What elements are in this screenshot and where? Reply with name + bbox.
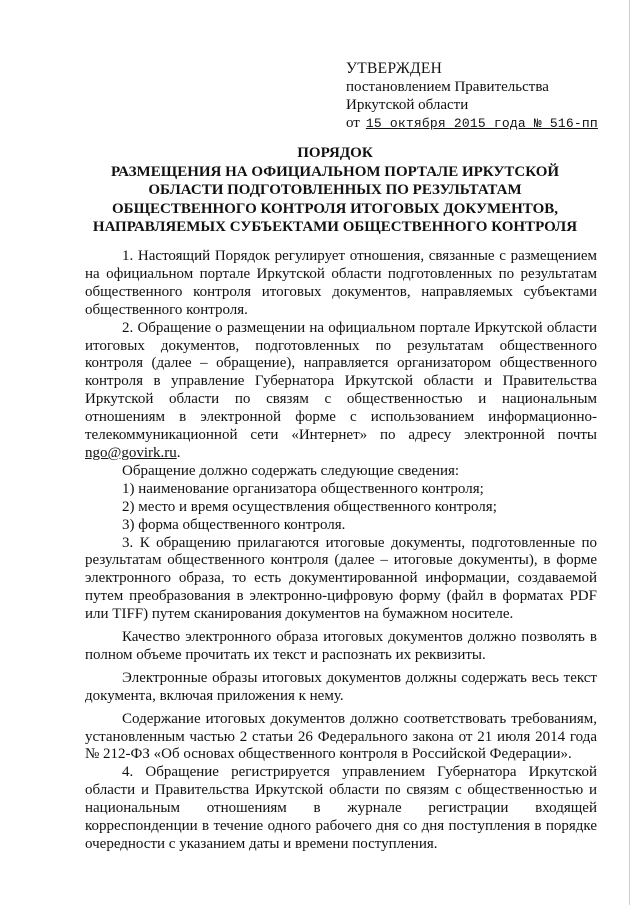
approval-date-value: 15 октября 2015 года № 516-пп	[365, 116, 598, 131]
title-line-5: НАПРАВЛЯЕМЫХ СУБЪЕКТАМИ ОБЩЕСТВЕННОГО КОНТРОЛЯ	[92, 219, 578, 235]
list-item-3: 3) форма общественного контроля.	[122, 516, 346, 533]
approval-heading: УТВЕРЖДЕН	[346, 60, 443, 77]
paragraph-4: 3. К обращению прилагаются итоговые документы, подготовленные по результатам общественного контроля (далее – итоговые документы), в форме электронного образа, то есть документированной информации, создаваемой путем преобразования в электронно-цифровую форму (файл в форматах PDF или TIFF) путем сканирования документов на бумажном носителе.	[85, 534, 597, 623]
email-link[interactable]: ngo@govirk.ru	[85, 444, 177, 461]
paragraph-2-text: 2. Обращение о размещении на официальном портале Иркутской области итоговых документов, подготовленных по результатам общественного контроля (далее – обращение), направляется организатором общественного контроля в управление Губернатора Иркутской области и Правительства Иркутской области по связям с общественностью и национальным отношениям в электронной форме с использованием информационно-телекоммуникационной сети «Интернет» по адресу электронной почты	[85, 319, 597, 444]
document-body	[85, 248, 597, 854]
document-title	[70, 144, 600, 237]
paragraph-6: Электронные образы итоговых документов должны содержать весь текст документа, включая приложения к нему.	[85, 669, 597, 704]
paragraph-2	[85, 320, 597, 463]
title-line-2: РАЗМЕЩЕНИЯ НА ОФИЦИАЛЬНОМ ПОРТАЛЕ ИРКУТСКОЙ	[110, 163, 560, 180]
list-item-1: 1) наименование организатора общественного контроля;	[122, 480, 484, 497]
paragraph-8: 4. Обращение регистрируется управлением Губернатора Иркутской области и Правительства Иркутской области по связям с общественностью и национальным отношениям в журнале регистрации входящей корреспонденции в течение одного рабочего дня со дня поступления в порядке очередности с указанием даты и времени поступления.	[85, 764, 597, 852]
paragraph-2-end: .	[176, 444, 181, 461]
title-line-4: ОБЩЕСТВЕННОГО КОНТРОЛЯ ИТОГОВЫХ ДОКУМЕНТОВ,	[111, 200, 559, 217]
approval-stamp	[346, 60, 636, 133]
paragraph-3: Обращение должно содержать следующие сведения:	[122, 462, 460, 479]
paragraph-5: Качество электронного образа итоговых документов должно позволять в полном объеме прочитать их текст и распознать их реквизиты.	[85, 629, 597, 663]
approval-line-2: Иркутской области	[346, 97, 469, 113]
paragraph-7: Содержание итоговых документов должно соответствовать требованиям, установленным частью 2 статьи 26 Федерального закона от 21 июля 2014 года № 212-ФЗ «Об основах общественного контроля в Российской Федерации».	[85, 710, 597, 763]
list-item-2: 2) место и время осуществления общественного контроля;	[122, 498, 497, 515]
approval-date-row	[346, 114, 636, 133]
paragraph-1: 1. Настоящий Порядок регулирует отношения, связанные с размещением на официальном портале Иркутской области подготовленных по результатам общественного контроля итоговых документов, направляемых субъектами общественного контроля.	[85, 248, 597, 318]
approval-date-prefix: от	[346, 115, 360, 131]
title-line-1: ПОРЯДОК	[297, 145, 373, 161]
title-line-3: ОБЛАСТИ ПОДГОТОВЛЕННЫХ ПО РЕЗУЛЬТАТАМ	[148, 182, 522, 198]
scan-edge-line	[629, 0, 630, 905]
approval-line-1: постановлением Правительства	[346, 79, 549, 95]
